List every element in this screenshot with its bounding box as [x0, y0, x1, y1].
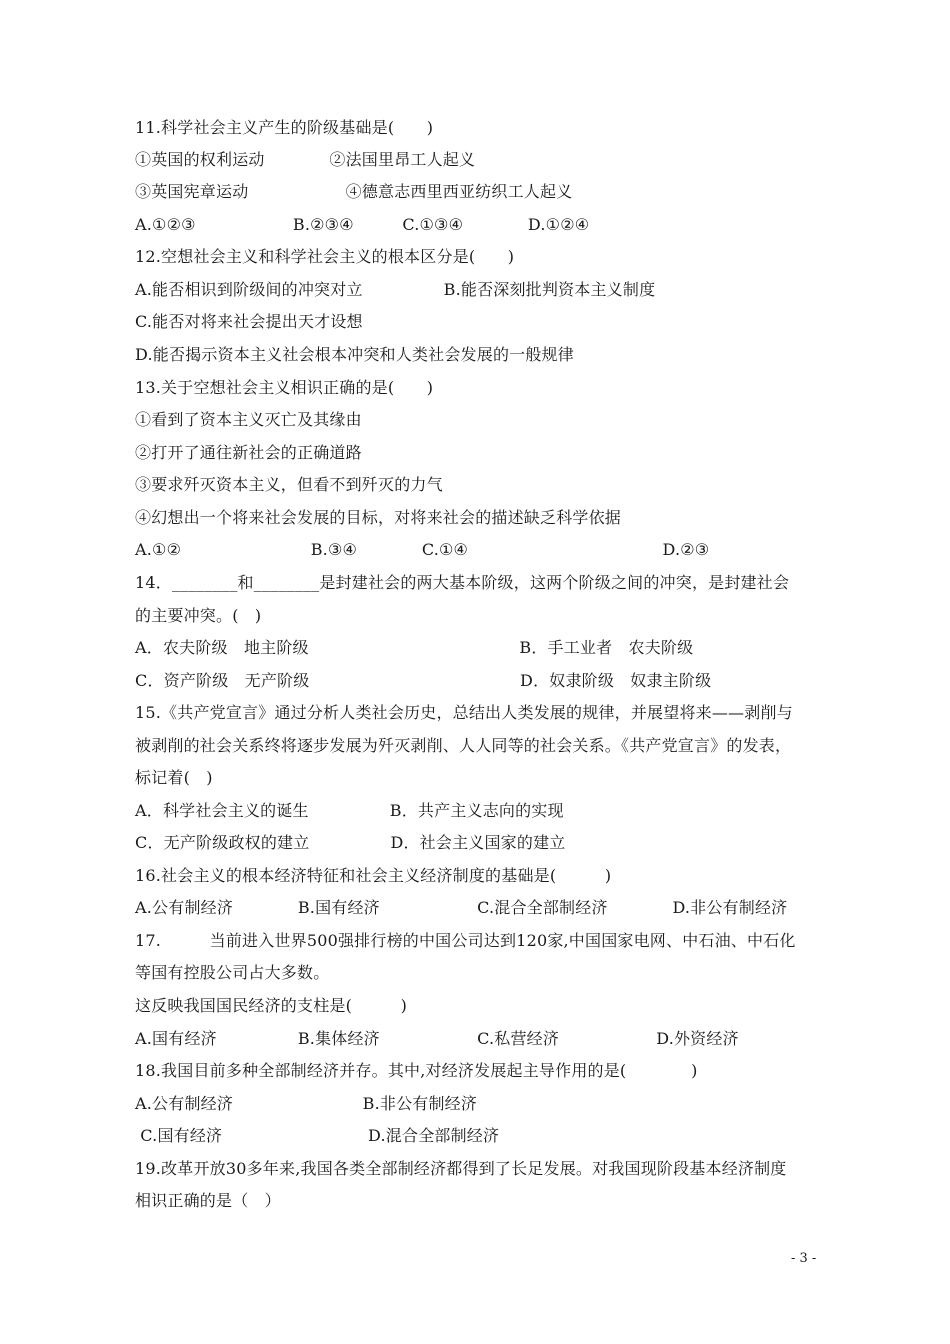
q18-options-ab: A.公有制经济 B.非公有制经济 — [135, 1094, 478, 1113]
q16-options: A.公有制经济 B.国有经济 C.混合全部制经济 D.非公有制经济 — [135, 898, 788, 917]
q12-option-d: D.能否揭示资本主义社会根本冲突和人类社会发展的一般规律 — [135, 345, 574, 364]
q13-item-4: ④幻想出一个将来社会发展的目标，对将来社会的描述缺乏科学依据 — [135, 508, 622, 527]
q16-stem: 16.社会主义的根本经济特征和社会主义经济制度的基础是( ) — [135, 866, 612, 885]
q15-stem-line3: 标记着( ) — [135, 768, 213, 787]
q14-options-cd: C．资产阶级 无产阶级 D．奴隶阶级 奴隶主阶级 — [135, 671, 712, 690]
q14-options-ab: A．农夫阶级 地主阶级 B．手工业者 农夫阶级 — [135, 638, 694, 657]
q17-stem-line3: 这反映我国国民经济的支柱是( ) — [135, 996, 408, 1015]
q18-stem: 18.我国目前多种全部制经济并存。其中,对经济发展起主导作用的是( ) — [135, 1061, 698, 1080]
q13-item-1: ①看到了资本主义灭亡及其缘由 — [135, 410, 362, 429]
q12-option-c: C.能否对将来社会提出天才设想 — [135, 312, 363, 331]
q19-stem-line1: 19.改革开放30多年来,我国各类全部制经济都得到了长足发展。对我国现阶段基本经济制度 — [135, 1159, 787, 1178]
q17-stem-line1: 17. 当前进入世界500强排行榜的中国公司达到120家,中国国家电网、中石油、中石化 — [135, 931, 796, 950]
page-number: - 3 - — [791, 1251, 817, 1266]
q11-stem: 11.科学社会主义产生的阶级基础是( ) — [135, 118, 434, 137]
q12-stem: 12.空想社会主义和科学社会主义的根本区分是( ) — [135, 247, 515, 266]
q19-stem-line2: 相识正确的是（ ） — [135, 1191, 281, 1210]
q15-stem-line1: 15.《共产党宣言》通过分析人类社会历史，总结出人类发展的规律，并展望将来——剥削与 — [135, 703, 793, 722]
q13-stem: 13.关于空想社会主义相识正确的是( ) — [135, 378, 434, 397]
q15-stem-line2: 被剥削的社会关系终将逐步发展为歼灭剥削、人人同等的社会关系。《共产党宣言》的发表， — [135, 736, 792, 755]
q13-item-3: ③要求歼灭资本主义，但看不到歼灭的力气 — [135, 475, 443, 494]
q11-items-3-4: ③英国宪章运动 ④德意志西里西亚纺织工人起义 — [135, 182, 573, 201]
q15-options-cd: C．无产阶级政权的建立 D．社会主义国家的建立 — [135, 833, 566, 852]
q17-options: A.国有经济 B.集体经济 C.私营经济 D.外资经济 — [135, 1029, 739, 1048]
q13-item-2: ②打开了通往新社会的正确道路 — [135, 443, 362, 462]
q11-items-1-2: ①英国的权利运动 ②法国里昂工人起义 — [135, 150, 476, 169]
q12-options-ab: A.能否相识到阶级间的冲突对立 B.能否深刻批判资本主义制度 — [135, 280, 656, 299]
q14-stem-line1: 14．________和________是封建社会的两大基本阶级，这两个阶级之间的冲突，是封建社会 — [135, 573, 790, 592]
q17-stem-line2: 等国有控股公司占大多数。 — [135, 963, 330, 982]
q18-options-cd: C.国有经济 D.混合全部制经济 — [135, 1126, 500, 1145]
q15-options-ab: A．科学社会主义的诞生 B．共产主义志向的实现 — [135, 801, 564, 820]
q11-options: A.①②③ B.②③④ C.①③④ D.①②④ — [135, 215, 590, 234]
q14-stem-line2: 的主要冲突。( ) — [135, 606, 262, 625]
q13-options: A.①② B.③④ C.①④ D.②③ — [135, 540, 710, 559]
